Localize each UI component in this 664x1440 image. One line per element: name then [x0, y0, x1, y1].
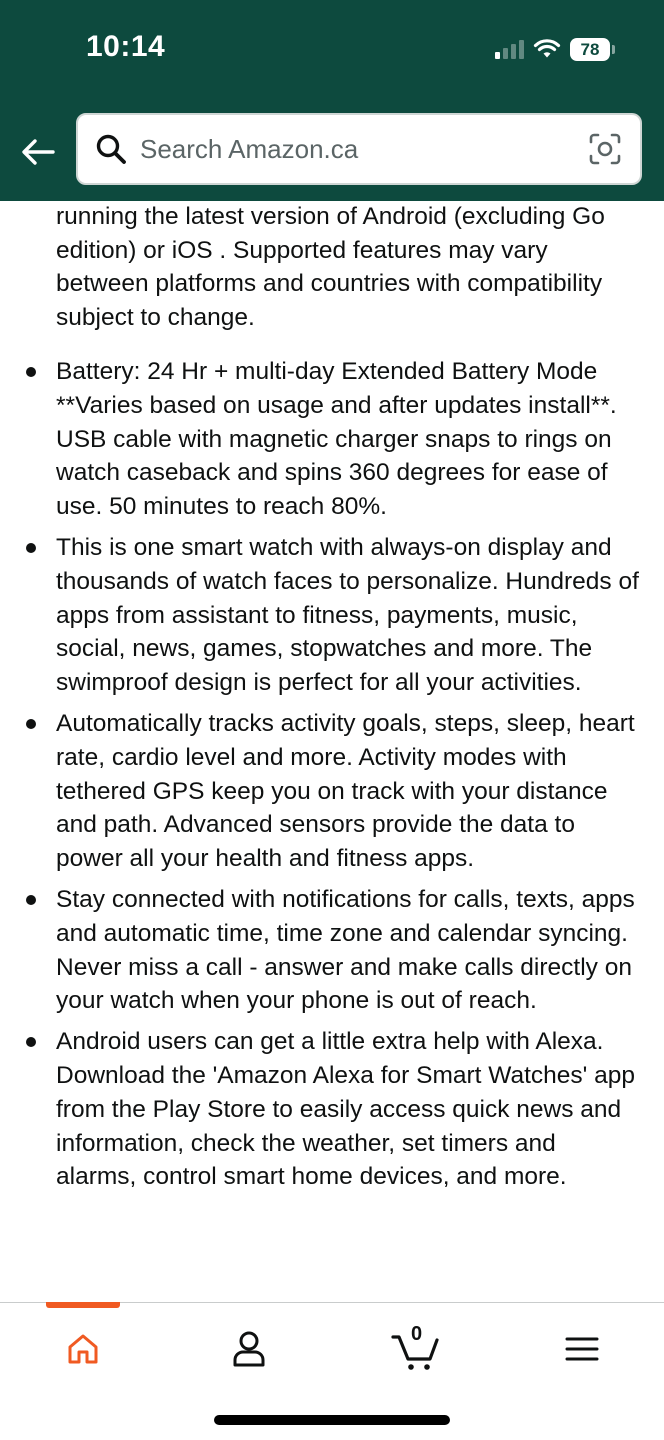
- bullet-dot: [26, 543, 36, 553]
- cellular-signal-icon: [495, 39, 524, 59]
- feature-bullet: [0, 1025, 664, 1194]
- tab-cart[interactable]: [381, 1321, 451, 1377]
- hamburger-menu-icon: [565, 1335, 599, 1363]
- bullet-dot: [26, 719, 36, 729]
- home-icon: [65, 1331, 101, 1367]
- wifi-icon: [534, 39, 560, 59]
- feature-bullet: [0, 355, 664, 524]
- partial-bullet: [56, 186, 646, 335]
- feature-bullet-text: Stay connected with notifications for calls, texts, apps and automatic time, time zone and calendar syncing. Never miss a call - answer and make calls directly on your watch when your phone is out of reach.: [56, 885, 635, 1015]
- bottom-tab-bar: [0, 1302, 664, 1440]
- person-icon: [231, 1330, 267, 1368]
- status-icons: [495, 36, 610, 62]
- search-input[interactable]: [140, 129, 570, 169]
- back-button[interactable]: [18, 132, 58, 172]
- feature-bullet: [0, 883, 664, 1018]
- feature-bullet-text: This is one smart watch with always-on display and thousands of watch faces to personalize. Hundreds of apps from assistant to fitness, payments, music, social, news, games, stopwatches and more. The swimproof design is perfect for all your activities.: [56, 533, 639, 697]
- feature-bullet: [0, 531, 664, 700]
- bullet-dot: [26, 1037, 36, 1047]
- bullet-dot: [26, 895, 36, 905]
- product-description: [0, 186, 664, 1302]
- back-arrow-icon: [21, 138, 55, 166]
- tab-account[interactable]: [214, 1321, 284, 1377]
- feature-bullet: [0, 707, 664, 876]
- feature-bullet-text: Automatically tracks activity goals, steps, sleep, heart rate, cardio level and more. Activity modes with tethered GPS keep you on track with your distance and path. Advanced sensors provide the data to power all your health and fitness apps.: [56, 709, 635, 873]
- feature-bullet-text: Android users can get a little extra help with Alexa. Download the 'Amazon Alexa for Smart Watches' app from the Play Store to easily access quick news and information, check the weather, set timers and alarms, control smart home devices, and more.: [56, 1028, 636, 1191]
- tab-home[interactable]: [48, 1321, 118, 1377]
- feature-bullet-list: [0, 355, 664, 1201]
- battery-indicator: 78: [570, 38, 610, 61]
- tab-menu[interactable]: [547, 1321, 617, 1377]
- search-icon: [94, 132, 128, 166]
- camera-lens-search-icon[interactable]: [588, 132, 622, 166]
- app-header: [0, 0, 664, 201]
- feature-bullet-text: Battery: 24 Hr + multi-day Extended Battery Mode **Varies based on usage and after updates install**. USB cable with magnetic charger snaps to rings on watch caseback and spins 360 degrees for ease of use. 50 minutes to reach 80%.: [56, 358, 617, 521]
- home-indicator-bar: [214, 1415, 450, 1425]
- partial-bullet-text: running the latest version of Android (excluding Go edition) or iOS . Supported features may vary between platforms and countries with compatibility subject to change.: [56, 202, 605, 332]
- search-bar[interactable]: [76, 113, 642, 185]
- bullet-dot: [26, 367, 36, 377]
- active-tab-indicator: [46, 1302, 120, 1308]
- status-time: 10:14: [86, 30, 166, 63]
- cart-count-badge: 0: [411, 1323, 423, 1345]
